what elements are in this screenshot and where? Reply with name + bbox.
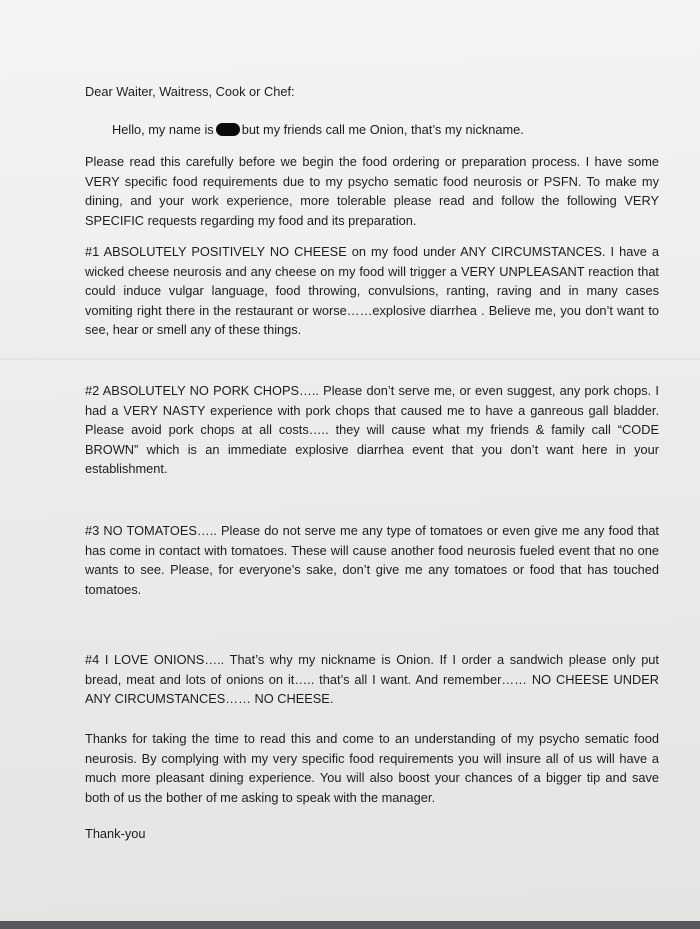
paragraph-rule-3-no-tomatoes: #3 NO TOMATOES….. Please do not serve me any type of tomatoes or even give me any food that has come in contact with tomatoes. These will cause another food neurosis fueled event that no one wants to see. Please, for everyone’s sake, don’t give me any tomatoes or food that has touched tomatoes. — [85, 523, 659, 597]
background-surface — [0, 921, 700, 929]
introduction-line — [112, 120, 652, 140]
paper-fold-line — [0, 358, 700, 360]
closing: Thank-you — [85, 826, 146, 841]
intro-text-before: Hello, my name is — [112, 122, 214, 137]
salutation: Dear Waiter, Waitress, Cook or Chef: — [85, 84, 295, 99]
paragraph-intro: Please read this carefully before we begin the food ordering or preparation process. I have some VERY specific food requirements due to my psycho sematic food neurosis or PSFN. To make my dining, and your work experience, more tolerable please read and follow the following VERY SPECIFIC requests regarding my food and its preparation. — [85, 154, 659, 228]
paragraph-rule-4-love-onions: #4 I LOVE ONIONS….. That’s why my nickname is Onion. If I order a sandwich please only put bread, meat and lots of onions on it….. that’s all I want. And remember…… NO CHEESE UNDER ANY CIRCUMSTANCES…… NO CHEESE. — [85, 652, 659, 706]
redacted-name — [216, 123, 240, 136]
paragraph-thanks: Thanks for taking the time to read this and come to an understanding of my psycho sematic food neurosis. By complying with my very specific food requirements you will insure all of us will have a much more pleasant dining experience. You will also boost your chances of a bigger tip and save both of us the bother of me asking to speak with the manager. — [85, 731, 659, 805]
paragraph-rule-1-no-cheese: #1 ABSOLUTELY POSITIVELY NO CHEESE on my food under ANY CIRCUMSTANCES. I have a wicked cheese neurosis and any cheese on my food will trigger a VERY UNPLEASANT reaction that could induce vulgar language, food throwing, convulsions, ranting, raving and in many cases vomiting right there in the restaurant or worse……explosive diarrhea . Believe me, you don’t want to see, hear or smell any of these things. — [85, 244, 659, 337]
paragraph-rule-2-no-pork-chops: #2 ABSOLUTELY NO PORK CHOPS….. Please don’t serve me, or even suggest, any pork chops. I had a VERY NASTY experience with pork chops that caused me to have a ganreous gall bladder. Please avoid pork chops at all costs….. they will cause what my friends & family call “CODE BROWN” which is an immediate explosive diarrhea event that you don’t want here in your establishment. — [85, 383, 659, 476]
intro-text-after: but my friends call me Onion, that’s my nickname. — [241, 122, 524, 137]
